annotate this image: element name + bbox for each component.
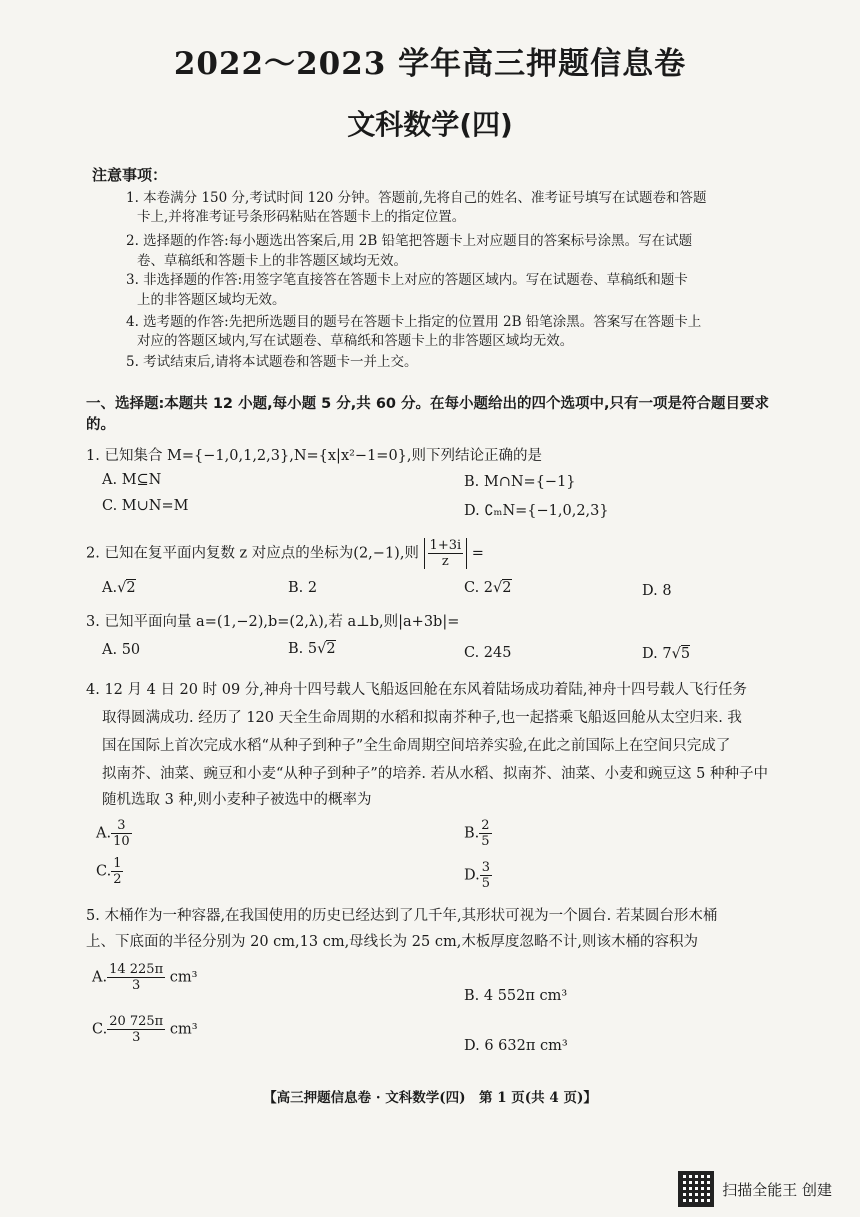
question-1-stem: 1. 已知集合 M={−1,0,1,2,3},N={x|x²−1=0},则下列结论正确的是 xyxy=(86,448,543,464)
notice-line: 上的非答题区域均无效。 xyxy=(137,292,286,308)
q2-denominator: z xyxy=(441,554,449,569)
q5-a-unit: cm³ xyxy=(169,969,198,986)
scanner-watermark xyxy=(678,1171,832,1207)
q4-d-den: 5 xyxy=(481,876,490,891)
q2-absolute-value xyxy=(424,538,468,569)
q3-option-d-label: D. 7 xyxy=(642,646,672,662)
question-5-line: 上、下底面的半径分别为 20 cm,13 cm,母线长为 25 cm,木板厚度忽略不计,则该木桶的容积为 xyxy=(86,934,698,950)
notice-line: 2. 选择题的作答:每小题选出答案后,用 2B 铅笔把答题卡上对应题目的答案标号涂黑。写在试题 xyxy=(126,233,693,249)
notice-line: 1. 本卷满分 150 分,考试时间 120 分钟。答题前,先将自己的姓名、准考证号填写在试题卷和答题 xyxy=(126,190,707,206)
exam-title: 2022～2023 学年高三押题信息卷 xyxy=(173,46,687,82)
q5-a-den: 3 xyxy=(131,978,141,993)
q5-option-a-fraction xyxy=(107,962,165,993)
q4-a-num: 3 xyxy=(111,818,132,834)
q4-option-d-label: D. xyxy=(464,867,480,884)
q2-option-d: D. 8 xyxy=(642,583,672,599)
q5-c-den: 3 xyxy=(132,1030,141,1045)
q2-numerator: 1+3i xyxy=(429,538,462,553)
notice-line: 3. 非选择题的作答:用签字笔直接答在答题卡上对应的答题区域内。写在试题卷、草稿纸和题卡 xyxy=(126,272,688,288)
question-4-line: 随机选取 3 种,则小麦种子被选中的概率为 xyxy=(102,792,372,808)
q3-option-d: D. 7√5 xyxy=(642,646,691,662)
q3-option-d-radicand: 5 xyxy=(680,646,691,662)
q1-option-d: D. ∁ₘN={−1,0,2,3} xyxy=(464,503,609,519)
q3-option-b: B. 5√2 xyxy=(288,641,336,657)
q1-option-a: A. M⊆N xyxy=(102,472,162,488)
notice-heading: 注意事项： xyxy=(92,166,168,184)
q2-option-c-radicand: 2 xyxy=(502,580,512,596)
q2-fraction xyxy=(428,538,464,569)
q1-option-c: C. M∪N=M xyxy=(102,498,189,514)
q4-a-den: 10 xyxy=(113,834,130,849)
q4-c-den: 2 xyxy=(113,872,122,887)
notice-line: 卷、草稿纸和答题卡上的非答题区域均无效。 xyxy=(137,253,407,269)
question-3-stem: 3. 已知平面向量 a=(1,−2),b=(2,λ),若 a⊥b,则|a+3b|= xyxy=(86,614,460,630)
q3-option-b-label: B. 5 xyxy=(288,641,318,657)
q2-option-a: A.√2 xyxy=(102,580,136,596)
q5-option-c-fraction xyxy=(107,1014,165,1045)
q2-equals: = xyxy=(471,545,484,562)
q5-option-c-label: C. xyxy=(92,1021,108,1038)
q2-option-a-radicand: 2 xyxy=(126,580,136,596)
notice-line: 4. 选考题的作答:先把所选题目的题号在答题卡上指定的位置用 2B 铅笔涂黑。答案写在答题卡上 xyxy=(126,314,702,330)
question-5-line: 5. 木桶作为一种容器,在我国使用的历史已经达到了几千年,其形状可视为一个圆台. 若某圆台形木桶 xyxy=(86,908,718,924)
q3-option-b-radicand: 2 xyxy=(326,641,336,657)
q5-option-a-label: A. xyxy=(92,969,108,986)
exam-subtitle: 文科数学(四) xyxy=(347,108,513,141)
q3-option-c: C. 245 xyxy=(464,645,512,661)
notice-line: 对应的答题区域内,写在试题卷、草稿纸和答题卡上的非答题区域均无效。 xyxy=(137,333,574,349)
q4-option-d-fraction xyxy=(480,860,492,891)
q5-c-unit: cm³ xyxy=(169,1021,198,1038)
q2-stem-text: 2. 已知在复平面内复数 z 对应点的坐标为(2,−1),则 xyxy=(86,545,419,562)
q2-option-c: C. 2√2 xyxy=(464,580,512,596)
notice-line: 5. 考试结束后,请将本试题卷和答题卡一并上交。 xyxy=(126,354,418,370)
q5-option-c xyxy=(92,1014,198,1045)
q4-option-c-label: C. xyxy=(96,863,112,880)
q4-c-num: 1 xyxy=(113,856,122,871)
q5-option-b: B. 4 552π cm³ xyxy=(464,988,568,1004)
q4-option-a xyxy=(96,818,132,849)
q5-option-d: D. 6 632π cm³ xyxy=(464,1038,568,1054)
q5-option-a xyxy=(92,962,197,993)
q1-option-b: B. M∩N={−1} xyxy=(464,474,576,490)
q4-d-num: 3 xyxy=(481,860,490,875)
q4-option-b-fraction xyxy=(479,818,491,849)
q4-option-d xyxy=(464,860,492,891)
question-4-line: 国在国际上首次完成水稻“从种子到种子”全生命周期空间培养实验,在此之前国际上在空间只完成了 xyxy=(102,738,731,754)
q4-option-a-label: A. xyxy=(96,825,112,842)
q4-option-b-label: B. xyxy=(464,825,480,842)
notice-line: 卡上,并将准考证号条形码粘贴在答题卡上的指定位置。 xyxy=(137,209,466,225)
section-heading: 一、选择题:本题共 12 小题,每小题 5 分,共 60 分。在每小题给出的四个选项中,只有一项是符合题目要求的。 xyxy=(86,396,770,433)
q4-b-num: 2 xyxy=(481,818,490,833)
question-2-stem xyxy=(86,538,484,569)
q4-option-a-fraction xyxy=(111,818,132,849)
q5-a-num: 14 225π xyxy=(109,962,164,977)
q3-option-a: A. 50 xyxy=(102,642,141,658)
q4-option-c-fraction xyxy=(111,856,123,887)
q2-option-a-label: A. xyxy=(102,580,118,596)
q4-b-den: 5 xyxy=(481,834,490,849)
question-4-line: 4. 12 月 4 日 20 时 09 分,神舟十四号载人飞船返回舱在东风着陆场成功着陆,神舟十四号载人飞行任务 xyxy=(86,682,747,698)
watermark-text: 扫描全能王 创建 xyxy=(722,1180,832,1199)
qr-code-icon xyxy=(678,1171,714,1207)
q4-option-b xyxy=(464,818,492,849)
q4-option-c xyxy=(96,856,123,887)
question-4-line: 取得圆满成功. 经历了 120 天全生命周期的水稻和拟南芥种子,也一起搭乘飞船返回舱从太空归来. 我 xyxy=(102,710,742,726)
page-footer: 【高三押题信息卷 · 文科数学(四) 第 1 页(共 4 页)】 xyxy=(263,1090,597,1106)
q2-option-b: B. 2 xyxy=(288,580,318,596)
question-4-line: 拟南芥、油菜、豌豆和小麦“从种子到种子”的培养. 若从水稻、拟南芥、油菜、小麦和豌豆这 5 种种子中 xyxy=(102,766,768,782)
q2-option-c-label: C. 2 xyxy=(464,580,494,596)
q5-c-num: 20 725π xyxy=(109,1014,164,1029)
